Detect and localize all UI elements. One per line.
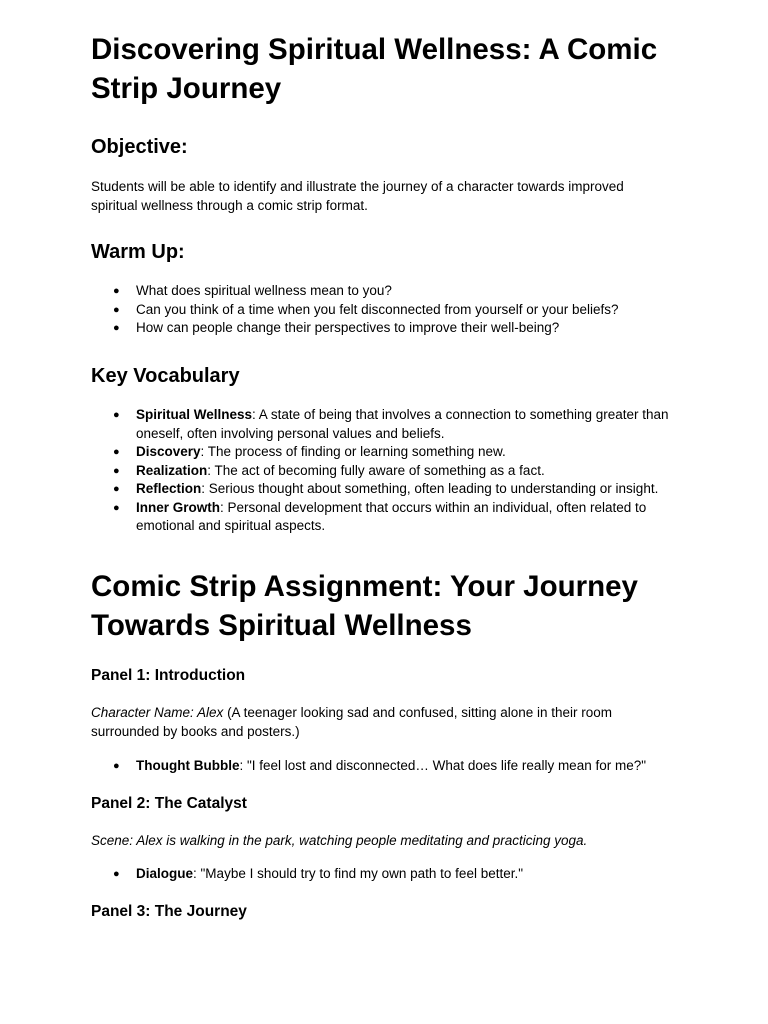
- list-item: [91, 499, 691, 536]
- panel-1-description: [91, 703, 671, 741]
- bullet-icon: ●: [113, 760, 120, 772]
- document-title: Discovering Spiritual Wellness: A Comic Strip Journey: [91, 33, 658, 105]
- character-name: Character Name: Alex: [91, 705, 224, 720]
- warm-up-question: Can you think of a time when you felt disconnected from yourself or your beliefs?: [136, 301, 619, 317]
- bullet-icon: ●: [113, 303, 120, 316]
- warm-up-question: How can people change their perspectives to improve their well-being?: [136, 320, 560, 335]
- panel-2-heading: Panel 2: The Catalyst: [91, 795, 247, 812]
- vocabulary-term: Discovery: [136, 444, 201, 459]
- bullet-icon: ●: [113, 322, 120, 334]
- bullet-icon: ●: [113, 409, 120, 421]
- panel-2-scene: Scene: Alex is walking in the park, watching people meditating and practicing yoga.: [91, 833, 588, 848]
- bullet-icon: ●: [113, 483, 120, 495]
- vocabulary-definition: : Personal development that occurs within an individual, often related to emotional and spiritual aspects.: [136, 499, 647, 533]
- panel-1-heading: Panel 1: Introduction: [91, 667, 246, 684]
- vocabulary-list: [91, 406, 691, 536]
- list-item: [91, 301, 691, 320]
- list-item: [91, 757, 691, 776]
- vocabulary-term: Reflection: [136, 481, 202, 496]
- panel-2-list: [91, 865, 691, 884]
- bullet-icon: ●: [113, 868, 120, 880]
- assignment-title: Comic Strip Assignment: Your Journey Towards Spiritual Wellness: [91, 570, 638, 642]
- vocabulary-term: Spiritual Wellness: [136, 407, 253, 422]
- character-description: (A teenager looking sad and confused, sitting alone in their room surrounded by books and posters.): [91, 705, 613, 739]
- vocabulary-term: Inner Growth: [136, 499, 220, 515]
- list-item: [91, 480, 691, 499]
- bullet-icon: ●: [113, 501, 120, 514]
- list-item: [91, 865, 691, 884]
- vocabulary-definition: : A state of being that involves a connection to something greater than oneself, often involving personal values and beliefs.: [136, 407, 669, 441]
- list-item: [91, 443, 691, 462]
- panel-3-heading: Panel 3: The Journey: [91, 903, 247, 920]
- objective-text: Students will be able to identify and illustrate the journey of a character towards improved spiritual wellness through a comic strip format.: [91, 179, 624, 213]
- vocabulary-term: Realization: [136, 462, 208, 478]
- objective-heading: Objective:: [91, 136, 188, 158]
- list-item: [91, 462, 691, 481]
- dialogue-text: : "Maybe I should try to find my own path to feel better.": [193, 866, 524, 881]
- warm-up-heading: Warm Up:: [91, 241, 185, 263]
- vocabulary-heading: Key Vocabulary: [91, 365, 240, 387]
- thought-bubble-text: : "I feel lost and disconnected… What does life really mean for me?": [239, 758, 647, 773]
- bullet-icon: ●: [113, 446, 120, 458]
- thought-bubble-label: Thought Bubble: [136, 758, 240, 773]
- vocabulary-definition: : The process of finding or learning something new.: [200, 444, 506, 459]
- warm-up-list: [91, 282, 691, 338]
- vocabulary-definition: : Serious thought about something, often leading to understanding or insight.: [201, 481, 659, 496]
- list-item: [91, 406, 691, 443]
- bullet-icon: ●: [113, 464, 120, 477]
- list-item: [91, 282, 691, 301]
- warm-up-question: What does spiritual wellness mean to you?: [136, 283, 392, 298]
- panel-1-list: [91, 757, 691, 776]
- vocabulary-definition: : The act of becoming fully aware of something as a fact.: [207, 462, 545, 478]
- list-item: [91, 319, 691, 338]
- bullet-icon: ●: [113, 285, 120, 297]
- dialogue-label: Dialogue: [136, 866, 194, 881]
